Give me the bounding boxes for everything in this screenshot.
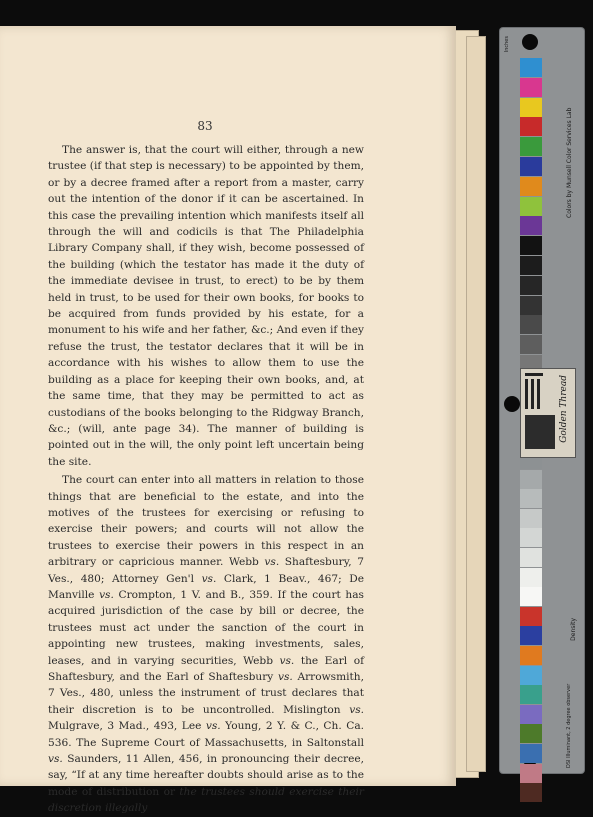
color-swatch <box>520 98 542 117</box>
color-swatch <box>520 117 542 136</box>
golden-thread-label: Golden Thread <box>559 375 569 443</box>
golden-bar <box>525 415 555 449</box>
color-swatch <box>520 296 542 315</box>
color-swatch <box>520 783 542 802</box>
color-swatch <box>520 335 542 354</box>
color-swatch <box>520 216 542 235</box>
bottom-label: DSI Illuminant, 2 degree observer <box>566 683 572 768</box>
color-swatch <box>520 58 542 77</box>
page-edge <box>466 36 486 772</box>
color-swatch <box>520 78 542 97</box>
color-swatch <box>520 197 542 216</box>
color-swatch <box>520 587 542 606</box>
color-swatch <box>520 548 542 567</box>
paragraph: The answer is, that the court will either, through a new trustee (if that step is necessary) to be appointed by them, or by a decree framed after a report from a master, carry out the intention of the donor if it can be ascertained. In this case the prevailing intention which manifests itself all through the will and codicils is that The Philadelphia Library Company shall, if they wish, become possessed of the building (which the testator has made it the duty of the immediate devisee in trust, to erect) to be by them held in trust, to be used for their own books, for books to be acquired from funds provided by his estate, for a monument to his wife and her father, &c.; And even if they refuse the trust, the testator declares that it will be in accordance with his wishes to allow them to use the building as a place for keeping their own books, and, at the same time, that they may be permitted to act as custodians of the books belonging to the Ridgway Branch, &c.; (will, ante page 34). The manner of building is pointed out in the will, the only point left uncertain being the site. <box>48 144 364 468</box>
color-swatch <box>520 256 542 275</box>
golden-thread-target <box>520 368 576 458</box>
color-swatch <box>520 626 542 645</box>
book-page <box>0 26 456 815</box>
target-hole <box>522 34 538 50</box>
color-swatch <box>520 489 542 508</box>
golden-bar <box>525 373 543 376</box>
color-swatch <box>520 724 542 743</box>
color-swatch <box>520 236 542 255</box>
inches-label: Inches <box>504 36 510 53</box>
color-swatch <box>520 528 542 547</box>
color-swatch <box>520 705 542 724</box>
color-swatch <box>520 666 542 685</box>
golden-bar <box>537 379 540 409</box>
color-swatch <box>520 177 542 196</box>
color-swatch <box>520 470 542 489</box>
golden-bar <box>525 379 528 409</box>
color-swatch <box>520 157 542 176</box>
density-label: Density <box>570 618 577 641</box>
color-swatch <box>520 685 542 704</box>
color-swatch <box>520 607 542 626</box>
color-swatch <box>520 276 542 295</box>
color-swatch <box>520 646 542 665</box>
page-text <box>48 142 364 817</box>
color-swatch <box>520 568 542 587</box>
color-swatch <box>520 744 542 763</box>
target-hole <box>504 396 520 412</box>
color-swatch <box>520 137 542 156</box>
color-swatch <box>520 509 542 528</box>
brand-label: Colors by Munsell Color Services Lab <box>566 107 573 218</box>
paragraph: The court can enter into all matters in relation to those things that are beneficial to the estate, and into the motives of the trustees for exercising or refusing to exercise their powers; and courts will not allow the trustees to exercise their powers in this respect in an arbitrary or capricious manner. Webb vs. Shaftesbury, 7 Ves., 480; Attorney Gen'l vs. Clark, 1 Beav., 467; De Manville vs. Crompton, 1 V. and B., 359. If the court has acquired jurisdiction of the case by bill or decree, the trustees must act under the sanction of the court in appointing new trustees, making investments, sales, leases, and in varying securities, Webb vs. the Earl of Shaftesbury, and the Earl of Shaftesbury vs. Arrowsmith, 7 Ves., 480, unless the instrument of trust declares that their discretion is to be uncontrolled. Mislington vs. Mulgrave, 3 Mad., 493, Lee vs. Young, 2 Y. & C., Ch. Ca. 536. The Supreme Court of Massachusetts, in Saltonstall vs. Saunders, 11 Allen, 456, in pronouncing their decree, say, “If at any time hereafter doubts should arise as to the mode of distribution or the trustees should exercise their discretion illegally <box>48 474 365 815</box>
page-number: 83 <box>197 119 213 133</box>
color-swatch <box>520 315 542 334</box>
color-swatch <box>520 764 542 783</box>
golden-bar <box>531 379 534 409</box>
